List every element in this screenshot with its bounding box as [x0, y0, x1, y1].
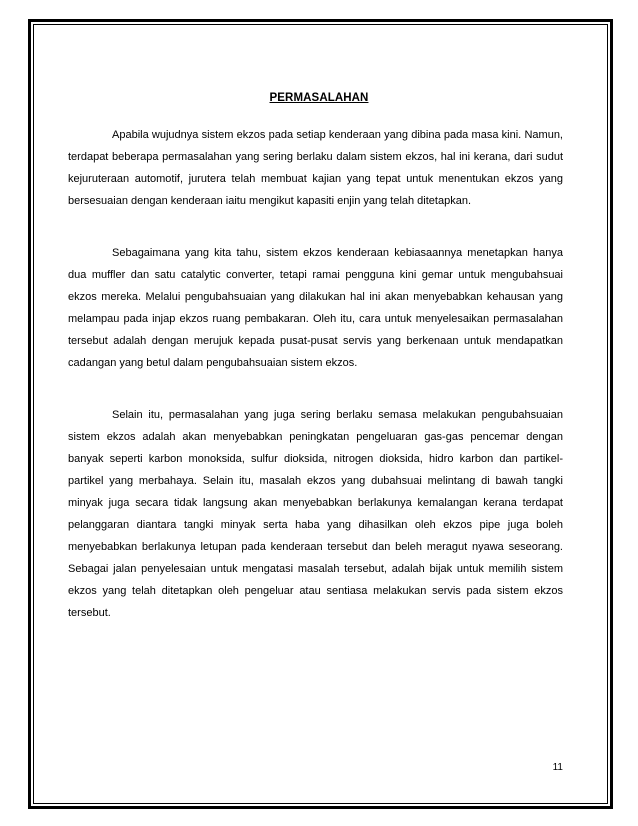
page-number: 11	[552, 762, 563, 773]
paragraph-3: Selain itu, permasalahan yang juga sering berlaku semasa melakukan pengubahsuaian sistem ekzos adalah akan menyebabkan peningkatan pengeluaran gas-gas pencemar dengan banyak seperti karbon monoksida, sulfur dioksida, nitrogen dioksida, hidro karbon dan partikel-partikel yang merbahaya. Selain itu, masalah ekzos yang dubahsuai melintang di bawah tangki minyak juga secara tidak langsung akan menyebabkan berlakunya kemalangan kerana terdapat pelanggaran diantara tangki minyak serta haba yang dihasilkan oleh ekzos pipe juga boleh menyebabkan berlakunya letupan pada kenderaan tersebut dan beleh meragut nyawa seseorang. Sebagai jalan penyelesaian untuk mengatasi masalah tersebut, adalah bijak untuk memilih sistem ekzos yang telah ditetapkan oleh pengeluar atau sentiasa melakukan servis pada sistem ekzos tersebut.	[68, 409, 563, 619]
page-heading: PERMASALAHAN	[269, 92, 369, 104]
paragraph-2: Sebagaimana yang kita tahu, sistem ekzos kenderaan kebiasaannya menetapkan hanya dua muffler dan satu catalytic converter, tetapi ramai pengguna kini gemar untuk mengubahsuai ekzos mereka. Melalui pengubahsuaian yang dilakukan hal ini akan menyebabkan kehausan yang melampau pada injap ekzos ruang pembakaran. Oleh itu, cara untuk menyelesaikan permasalahan tersebut adalah dengan merujuk kepada pusat-pusat servis yang berkenaan untuk mendapatkan cadangan yang betul dalam pengubahsuaian sistem ekzos.	[68, 247, 563, 369]
paragraph-1: Apabila wujudnya sistem ekzos pada setiap kenderaan yang dibina pada masa kini. Namun, terdapat beberapa permasalahan yang sering berlaku dalam sistem ekzos, hal ini kerana, dari sudut kejuruteraan automotif, jurutera telah membuat kajian yang tepat untuk menentukan ekzos yang bersesuaian dengan kenderaan iaitu mengikut kapasiti enjin yang telah ditetapkan.	[68, 129, 563, 207]
